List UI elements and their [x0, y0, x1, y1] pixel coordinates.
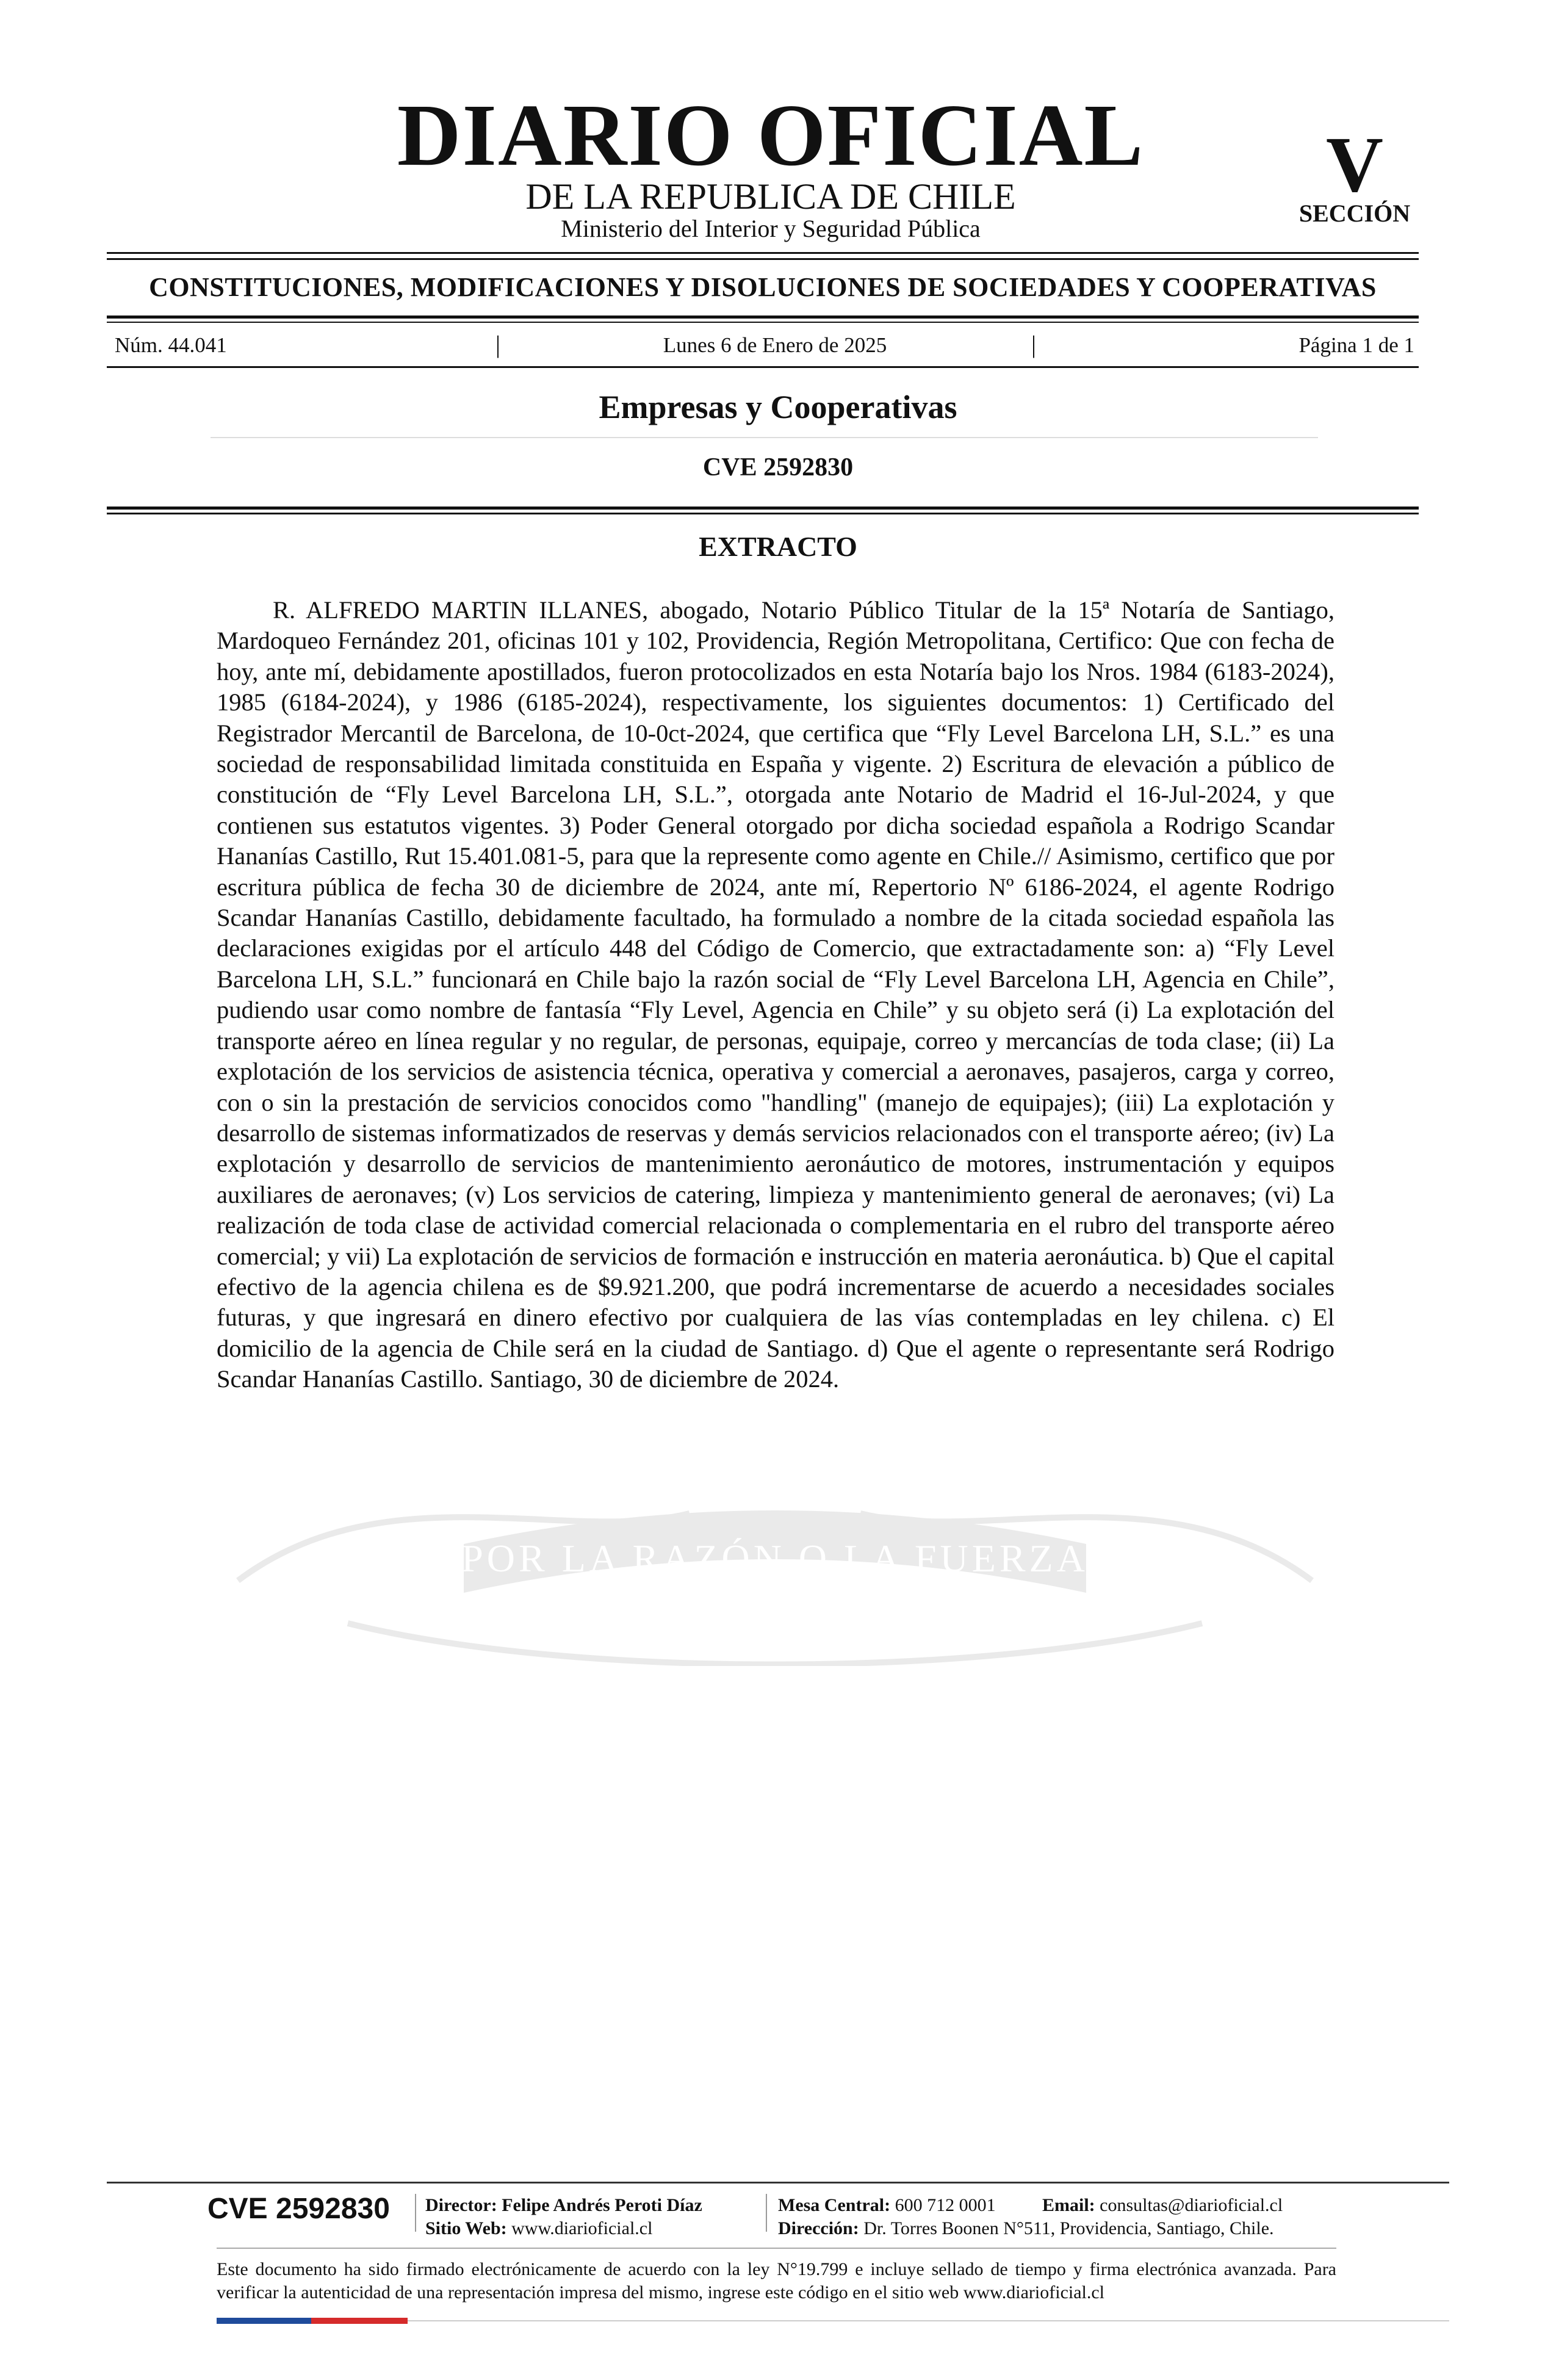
divider: [107, 507, 1419, 510]
footer-email-label: Email:: [1042, 2195, 1095, 2215]
footer-address: [778, 2217, 1274, 2240]
divider: [107, 258, 1419, 260]
masthead-subtitle: DE LA REPUBLICA DE CHILE: [525, 176, 1016, 217]
footer-separator: [766, 2194, 767, 2232]
footer-phone-value: 600 712 0001: [895, 2195, 996, 2215]
issue-number: Núm. 44.041: [115, 333, 227, 357]
issue-page: Página 1 de 1: [1298, 333, 1414, 357]
footer-address-label: Dirección:: [778, 2218, 859, 2238]
divider: [107, 366, 1419, 368]
divider: [107, 322, 1419, 323]
divider: [107, 252, 1419, 254]
section-word: SECCIÓN: [1298, 200, 1411, 227]
footer-email: [1042, 2194, 1283, 2217]
extract-title: EXTRACTO: [699, 531, 857, 562]
issue-separator: |: [1031, 331, 1037, 358]
extract-body: R. ALFREDO MARTIN ILLANES, abogado, Notario Público Titular de la 15ª Notaría de Santiago, Mardoqueo Fernández 201, oficinas 101 y 102, Providencia, Región Metropolitana, Certifico: Que con fecha de hoy, ante mí, debidamente apostillados, fueron protocolizados en esta Notaría bajo los Nros. 1984 (6183-2024), 1985 (6184-2024), y 1986 (6185-2024), respectivamente, los siguientes documentos: 1) Certificado del Registrador Mercantil de Barcelona, de 10-0ct-2024, que certifica que “Fly Level Barcelona LH, S.L.” es una sociedad de responsabilidad limitada constituida en España y vigente. 2) Escritura de elevación a público de constitución de “Fly Level Barcelona LH, S.L.”, otorgada ante Notario de Madrid el 16-Jul-2024, y que contienen sus estatutos vigentes. 3) Poder General otorgado por dicha sociedad española a Rodrigo Scandar Hananías Castillo, Rut 15.401.081-5, para que la represente como agente en Chile.// Asimismo, certifico que por escritura pública de fecha 30 de diciembre de 2024, ante mí, Repertorio Nº 6186-2024, el agente Rodrigo Scandar Hananías Castillo, debidamente facultado, ha formulado a nombre de la citada sociedad española las declaraciones exigidas por el artículo 448 del Código de Comercio, que extractadamente son: a) “Fly Level Barcelona LH, S.L.” funcionará en Chile bajo la razón social de “Fly Level Barcelona LH, Agencia en Chile”, pudiendo usar como nombre de fantasía “Fly Level, Agencia en Chile” y su objeto será (i) La explotación del transporte aéreo en línea regular y no regular, de personas, equipaje, correo y mercancías de toda clase; (ii) La explotación de los servicios de asistencia técnica, operativa y comercial a aeronaves, pasajeros, carga y correo, con o sin la prestación de servicios conocidos como "handling" (manejo de equipajes); (iii) La explotación y desarrollo de sistemas informatizados de reservas y demás servicios relacionados con el transporte aéreo; (iv) La explotación y desarrollo de servicios de mantenimiento aeronáutico de motores, instrumentación y equipos auxiliares de aeronaves; (v) Los servicios de catering, limpieza y mantenimiento general de aeronaves; (vi) La realización de toda clase de actividad comercial relacionada o complementaria en el rubro del transporte aéreo comercial; y vii) La explotación de servicios de formación e instrucción en materia aeronáutica. b) Que el capital efectivo de la agencia chilena es de $9.921.200, que podrá incrementarse de acuerdo a necesidades sociales futuras, y que ingresará en dinero efectivo por cualquiera de las vías contempladas en ley chilena. c) El domicilio de la agencia de Chile será en la ciudad de Santiago. d) Que el agente o representante será Rodrigo Scandar Hananías Castillo. Santiago, 30 de diciembre de 2024.: [217, 596, 1334, 1393]
masthead-ministry: Ministerio del Interior y Seguridad Pública: [561, 215, 981, 242]
divider: [107, 513, 1419, 514]
divider: [211, 437, 1318, 438]
section-title: CONSTITUCIONES, MODIFICACIONES Y DISOLUCIONES DE SOCIEDADES Y COOPERATIVAS: [149, 272, 1377, 302]
category-title: Empresas y Cooperativas: [599, 389, 957, 425]
flag-stripe-blue: [217, 2318, 311, 2324]
cve-code: CVE 2592830: [702, 453, 854, 481]
footer-director-label: Director:: [425, 2195, 497, 2215]
footer-disclaimer: Este documento ha sido firmado electrónicamente de acuerdo con la ley N°19.799 e incluye sellado de tiempo y firma electrónica avanzada. Para verificar la autenticidad de una representación impresa del mismo, ingrese este código en el sitio web www.diarioficial.cl: [217, 2259, 1336, 2302]
flag-stripe-red: [311, 2318, 408, 2324]
footer-address-value: Dr. Torres Boonen N°511, Providencia, Santiago, Chile.: [863, 2218, 1274, 2238]
footer-website: [425, 2217, 652, 2240]
footer-phone: [778, 2194, 996, 2217]
footer-website-link[interactable]: www.diarioficial.cl: [511, 2218, 653, 2238]
footer-divider: [107, 2182, 1449, 2183]
footer-divider: [408, 2320, 1449, 2321]
footer-director: [425, 2194, 702, 2217]
section-letter: V: [1326, 121, 1383, 209]
footer-separator: [415, 2194, 416, 2232]
footer-cve-code: CVE 2592830: [207, 2193, 390, 2225]
footer-director-name: Felipe Andrés Peroti Díaz: [502, 2195, 702, 2215]
watermark-motto: POR LA RAZÓN O LA FUERZA: [461, 1537, 1089, 1580]
coat-of-arms-watermark: [201, 1422, 1349, 1666]
footer-divider: [217, 2248, 1336, 2249]
footer-email-link[interactable]: consultas@diarioficial.cl: [1100, 2195, 1283, 2215]
issue-separator: |: [495, 331, 501, 358]
footer-website-label: Sitio Web:: [425, 2218, 507, 2238]
divider: [107, 316, 1419, 319]
footer-phone-label: Mesa Central:: [778, 2195, 891, 2215]
masthead-title: DIARIO OFICIAL: [397, 87, 1145, 184]
issue-date: Lunes 6 de Enero de 2025: [663, 333, 887, 357]
